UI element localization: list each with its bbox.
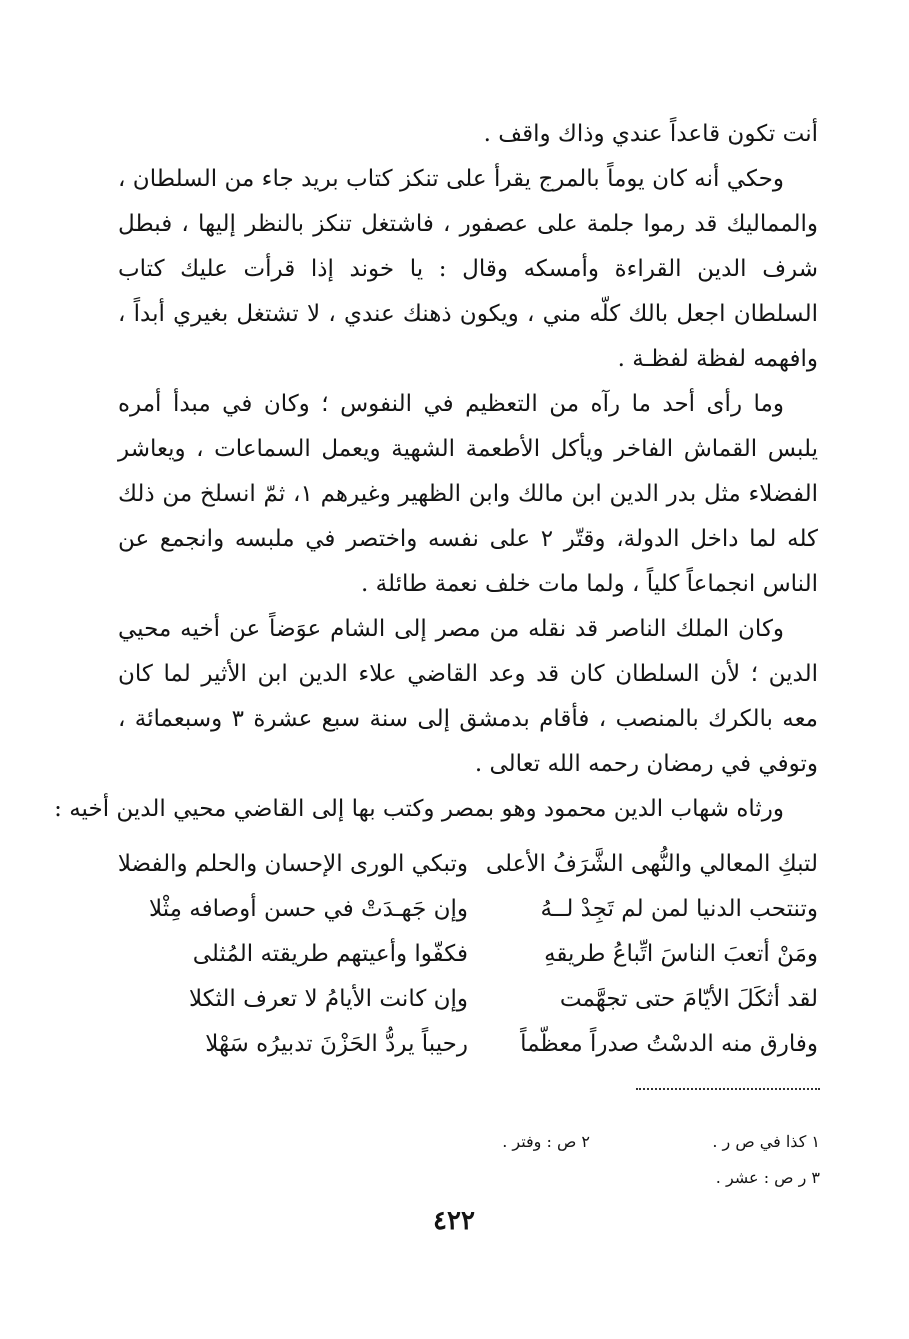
elegy-poem xyxy=(118,842,818,1067)
continued-line: أنت تكون قاعداً عندي وذاك واقف . xyxy=(483,121,818,147)
footnote-3: ٣ ر ص : عشر . xyxy=(715,1168,820,1187)
hemistich-second: وإن كانت الأيامُ لا تعرف الثكلا xyxy=(189,986,468,1012)
hemistich-first: ومَنْ أتعبَ الناسَ اتِّباعُ طريقهِ xyxy=(544,941,818,967)
footnotes xyxy=(400,1124,820,1196)
paragraph-2: وما رأى أحد ما رآه من التعظيم في النفوس ؛ وكان في مبدأ أمره يلبس القماش الفاخر ويأكل الأطعمة الشهية ويعمل السماعات ، ويعاشر الفضلاء مثل بدر الدين ابن مالك وابن الظهير وغيرهم ١، ثمّ انسلخ من ذلك كله لما داخل الدولة، وقتّر ٢ على نفسه واختصر في ملبسه وانجمع عن الناس انجماعاً كلياً ، ولما مات خلف نعمة طائلة . xyxy=(118,391,819,597)
footnote-row xyxy=(400,1160,820,1196)
verse-line xyxy=(118,932,818,977)
hemistich-first: وتنتحب الدنيا لمن لم تَجِدْ لــهُ xyxy=(540,896,818,922)
hemistich-first: لتبكِ المعالي والنُّهى الشَّرَفُ الأعلى xyxy=(485,851,818,877)
footnote-2: ٢ ص : وفتر . xyxy=(502,1132,590,1151)
hemistich-second: وإن جَهـدَتْ في حسن أوصافه مِثْلا xyxy=(149,896,468,922)
verse-line xyxy=(118,842,818,887)
verse-line xyxy=(118,977,818,1022)
page-number: ٤٢٢ xyxy=(433,1206,475,1236)
paragraph-1: وحكي أنه كان يوماً بالمرج يقرأ على تنكز كتاب بريد جاء من السلطان ، والمماليك قد رموا جلمة على عصفور ، فاشتغل تنكز بالنظر إليها ، فبطل شرف الدين القراءة وأمسكه وقال : يا خوند إذا قرأت عليك كتاب السلطان اجعل بالك كلّه مني ، ويكون ذهنك عندي ، لا تشتغل بغيري أبداً ، وافهمه لفظة لفظـة . xyxy=(118,166,818,372)
main-text xyxy=(54,112,819,832)
verse-intro: ورثاه شهاب الدين محمود وهو بمصر وكتب بها إلى القاضي محيي الدين أخيه : xyxy=(54,796,784,822)
verse-line xyxy=(118,887,818,932)
footnote-divider xyxy=(636,1088,820,1090)
footnote-row xyxy=(400,1124,820,1160)
hemistich-first: لقد أثكَلَ الأيّامَ حتى تجهَّمت xyxy=(559,986,818,1012)
verse-line xyxy=(118,1022,818,1067)
paragraph-3: وكان الملك الناصر قد نقله من مصر إلى الشام عوَضاً عن أخيه محيي الدين ؛ لأن السلطان كان قد وعد القاضي علاء الدين ابن الأثير لما كان معه بالكرك بالمنصب ، فأقام بدمشق إلى سنة سبع عشرة ٣ وسبعمائة ، وتوفي في رمضان رحمه الله تعالى . xyxy=(118,616,818,777)
footnote-1: ١ كذا في ص ر . xyxy=(712,1132,820,1151)
hemistich-second: رحيباً يردُّ الحَزْنَ تدبيرُه سَهْلا xyxy=(205,1031,468,1057)
hemistich-second: وتبكي الورى الإحسان والحلم والفضلا xyxy=(117,851,468,877)
hemistich-first: وفارق منه الدسْتُ صدراً معظّماً xyxy=(520,1031,818,1057)
hemistich-second: فكفّوا وأعيتهم طريقته المُثلى xyxy=(192,941,468,967)
